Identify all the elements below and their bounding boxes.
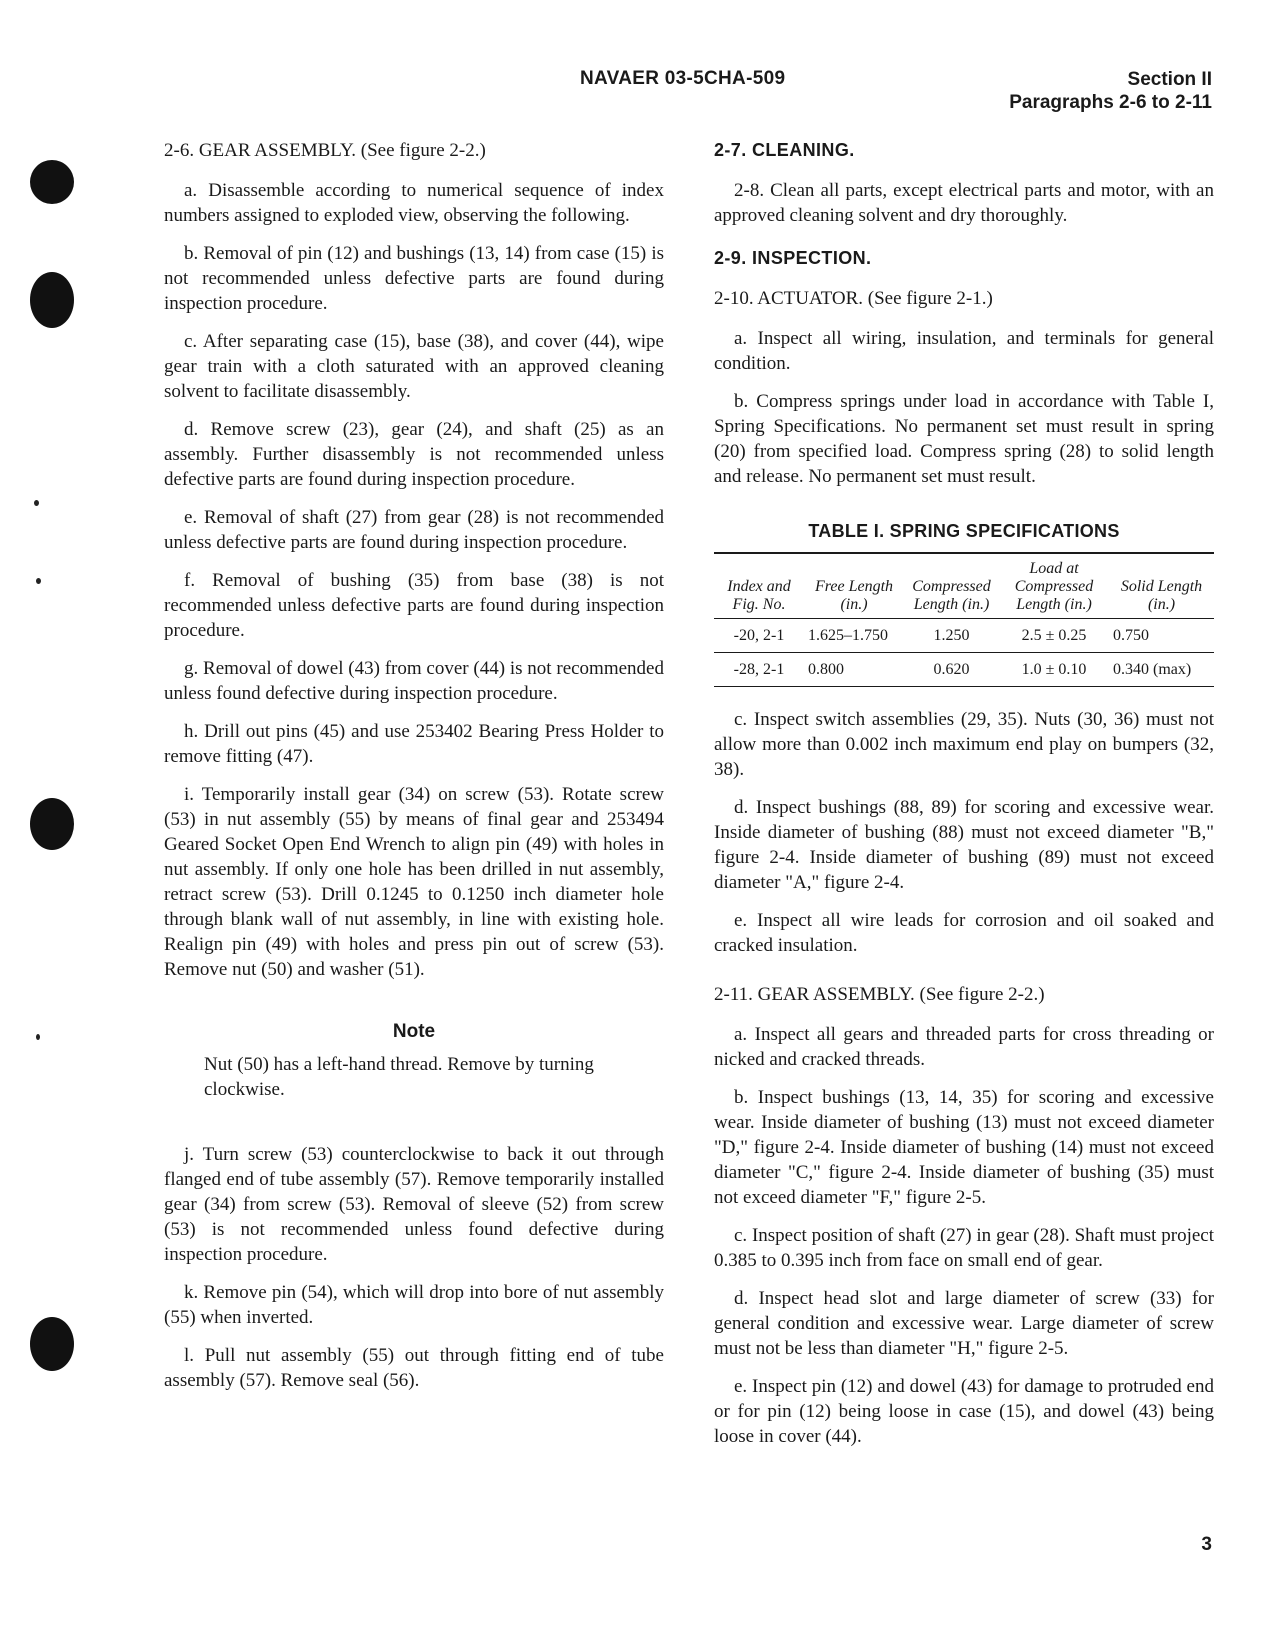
column-header: Index and Fig. No. bbox=[727, 578, 791, 613]
list-item: a. Disassemble according to numerical sequence of index numbers assigned to exploded view, observing the following. bbox=[164, 180, 664, 226]
table-cell: 2.5 ± 0.25 bbox=[1021, 627, 1087, 644]
list-item: b. Compress springs under load in accordance with Table I, Spring Specifications. No permanent set must result in spring (20) from specified load. Compress spring (28) to solid length and release. No permanent set must result. bbox=[714, 391, 1214, 487]
margin-speck-3 bbox=[36, 1034, 40, 1040]
table-cell: 0.800 bbox=[808, 661, 844, 678]
column-header: Solid Length (in.) bbox=[1120, 578, 1203, 613]
margin-speck-2 bbox=[36, 578, 41, 584]
table-cell: 1.250 bbox=[933, 627, 970, 644]
list-item: c. Inspect switch assemblies (29, 35). Nuts (30, 36) must not allow more than 0.002 inch maximum end play on bumpers (32, 38). bbox=[714, 709, 1214, 780]
list-item: e. Inspect pin (12) and dowel (43) for damage to protruded end or for pin (12) being loose in case (15), and dowel (43) being loose in cover (44). bbox=[714, 1376, 1214, 1447]
paragraph-range: Paragraphs 2-6 to 2-11 bbox=[1009, 92, 1212, 113]
section-header bbox=[1009, 68, 1212, 114]
column-header: Load at Compressed Length (in.) bbox=[1014, 560, 1094, 613]
cleaning-text: 2-8. Clean all parts, except electrical parts and motor, with an approved cleaning solvent and dry thoroughly. bbox=[714, 180, 1214, 226]
binder-hole-1 bbox=[30, 160, 74, 204]
inspection-heading: 2-9. INSPECTION. bbox=[714, 248, 872, 268]
list-item: l. Pull nut assembly (55) out through fitting end of tube assembly (57). Remove seal (56). bbox=[164, 1345, 664, 1391]
list-item: i. Temporarily install gear (34) on screw (53). Rotate screw (53) in nut assembly (55) by means of final gear and 253494 Geared Socket Open End Wrench to align pin (49) with holes in nut assembly. If only one hole has been drilled in nut assembly, retract screw (53). Drill 0.1245 to 0.1250 inch diameter hole through blank wall of nut assembly, in line with existing hole. Realign pin (49) with holes and press pin out of screw (53). Remove nut (50) and washer (51). bbox=[164, 784, 664, 980]
table-row bbox=[714, 619, 1214, 653]
table-cell: 0.750 bbox=[1113, 627, 1149, 644]
list-item: g. Removal of dowel (43) from cover (44) is not recommended unless found defective during inspection procedure. bbox=[164, 658, 664, 704]
list-item: a. Inspect all gears and threaded parts for cross threading or nicked and cracked threads. bbox=[714, 1024, 1214, 1070]
note-title: Note bbox=[392, 1021, 436, 1042]
document-number: NAVAER 03-5CHA-509 bbox=[580, 68, 786, 89]
column-header: Free Length (in.) bbox=[814, 578, 894, 613]
note-text: Nut (50) has a left-hand thread. Remove by turning clockwise. bbox=[204, 1054, 594, 1100]
list-item: d. Remove screw (23), gear (24), and shaft (25) as an assembly. Further disassembly is not recommended unless defective parts are found during inspection procedure. bbox=[164, 419, 664, 490]
table-cell: -28, 2-1 bbox=[733, 661, 785, 678]
list-item: h. Drill out pins (45) and use 253402 Bearing Press Holder to remove fitting (47). bbox=[164, 721, 664, 767]
list-item: e. Removal of shaft (27) from gear (28) is not recommended unless defective parts are found during inspection procedure. bbox=[164, 507, 664, 553]
list-item: f. Removal of bushing (35) from base (38) is not recommended unless defective parts are found during inspection procedure. bbox=[164, 570, 664, 641]
list-item: b. Inspect bushings (13, 14, 35) for scoring and excessive wear. Inside diameter of bushing (13) must not exceed diameter "D," figure 2-4. Inside diameter of bushing (14) must not exceed diameter "C," figure 2-4. Inside diameter of bushing (35) must not exceed diameter "F," figure 2-5. bbox=[714, 1087, 1214, 1208]
section-label: Section II bbox=[1127, 69, 1212, 90]
table-row bbox=[714, 653, 1214, 687]
binder-hole-2 bbox=[30, 272, 74, 328]
table-title: TABLE I. SPRING SPECIFICATIONS bbox=[808, 521, 1120, 541]
table-cell: 1.0 ± 0.10 bbox=[1021, 661, 1087, 678]
table-cell: -20, 2-1 bbox=[733, 627, 785, 644]
page-number: 3 bbox=[1201, 1534, 1212, 1555]
list-item: c. Inspect position of shaft (27) in gear (28). Shaft must project 0.385 to 0.395 inch from face on small end of gear. bbox=[714, 1225, 1214, 1271]
table-header-row bbox=[714, 553, 1214, 619]
spring-specifications-table bbox=[714, 552, 1214, 687]
list-item: c. After separating case (15), base (38), and cover (44), wipe gear train with a cloth saturated with an approved cleaning solvent to facilitate disassembly. bbox=[164, 331, 664, 402]
list-item: a. Inspect all wiring, insulation, and terminals for general condition. bbox=[714, 328, 1214, 374]
binder-hole-3 bbox=[30, 798, 74, 850]
table-cell: 0.340 (max) bbox=[1113, 661, 1192, 678]
margin-speck-1 bbox=[34, 500, 39, 506]
list-item: d. Inspect head slot and large diameter of screw (33) for general condition and excessive wear. Large diameter of screw must not be less than diameter "H," figure 2-5. bbox=[714, 1288, 1214, 1359]
list-item: b. Removal of pin (12) and bushings (13, 14) from case (15) is not recommended unless defective parts are found during inspection procedure. bbox=[164, 243, 664, 314]
list-item: j. Turn screw (53) counterclockwise to back it out through flanged end of tube assembly (57). Remove temporarily installed gear (34) from screw (53). Removal of sleeve (52) from screw (53) is not recommended unless found defective during inspection procedure. bbox=[164, 1144, 664, 1265]
left-column bbox=[164, 138, 664, 1406]
table-cell: 0.620 bbox=[933, 661, 970, 678]
table-cell: 1.625–1.750 bbox=[808, 627, 888, 644]
column-header: Compressed Length (in.) bbox=[912, 578, 991, 613]
cleaning-heading: 2-7. CLEANING. bbox=[714, 140, 855, 160]
binder-hole-4 bbox=[30, 1317, 74, 1371]
gear-assembly-heading: 2-6. GEAR ASSEMBLY. (See figure 2-2.) bbox=[164, 140, 486, 161]
list-item: d. Inspect bushings (88, 89) for scoring and excessive wear. Inside diameter of bushing (88) must not exceed diameter "B," figure 2-4. Inside diameter of bushing (89) must not exceed diameter "A," figure 2-4. bbox=[714, 797, 1214, 893]
actuator-heading: 2-10. ACTUATOR. (See figure 2-1.) bbox=[714, 288, 993, 309]
list-item: k. Remove pin (54), which will drop into bore of nut assembly (55) when inverted. bbox=[164, 1282, 664, 1328]
right-column bbox=[714, 138, 1214, 1462]
list-item: e. Inspect all wire leads for corrosion and oil soaked and cracked insulation. bbox=[714, 910, 1214, 956]
gear-inspection-heading: 2-11. GEAR ASSEMBLY. (See figure 2-2.) bbox=[714, 984, 1045, 1005]
